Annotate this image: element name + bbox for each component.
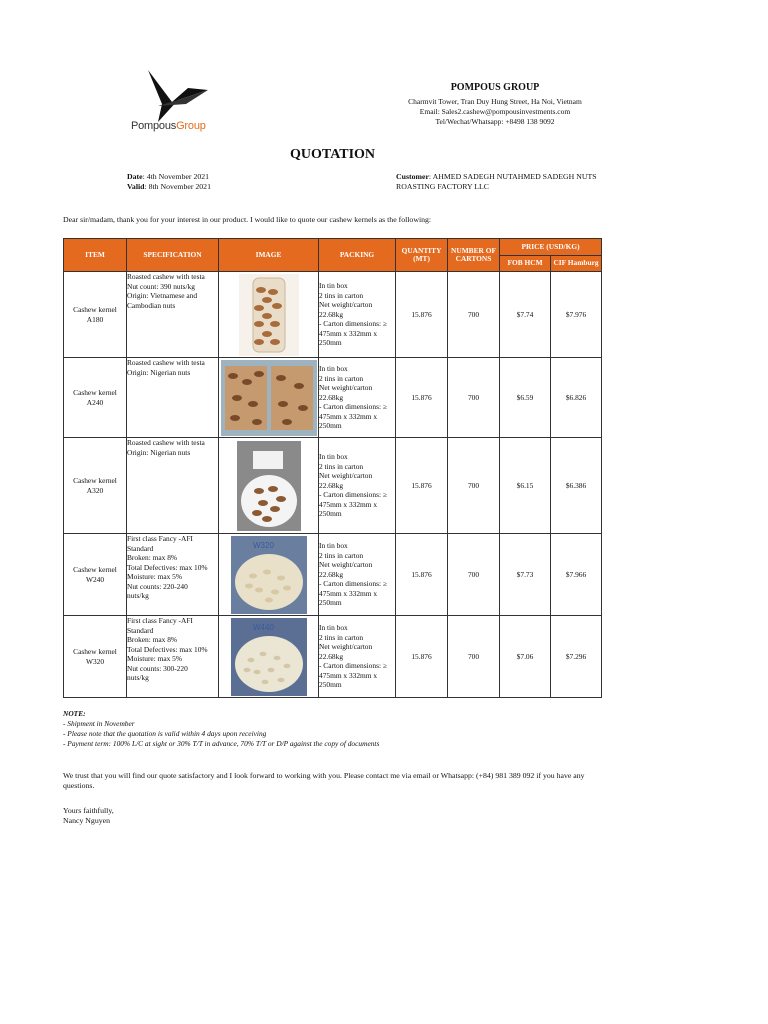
product-photo-a240 bbox=[221, 360, 317, 436]
fob-price-cell: $7.74 bbox=[500, 272, 551, 358]
cartons-cell: 700 bbox=[448, 358, 500, 438]
spec-cell: Roasted cashew with testa Origin: Nigerian nuts bbox=[127, 438, 219, 534]
item-cell: Cashew kernel A240 bbox=[64, 358, 127, 438]
packing-cell: In tin box 2 tins in carton Net weight/carton 22.68kg - Carton dimensions: ≥ 475mm x 332mm x 250mm bbox=[319, 358, 396, 438]
svg-text:W320: W320 bbox=[252, 540, 274, 550]
quantity-cell: 15.876 bbox=[396, 438, 448, 534]
product-photo-w320 bbox=[231, 618, 307, 696]
svg-text:W440: W440 bbox=[252, 622, 274, 632]
customer-info: Customer: AHMED SADEGH NUTAHMED SADEGH NUTS ROASTING FACTORY LLC bbox=[396, 172, 597, 191]
packing-cell: In tin box 2 tins in carton Net weight/carton 22.68kg - Carton dimensions: ≥ 475mm x 332mm x 250mm bbox=[319, 272, 396, 358]
packing-cell: In tin box 2 tins in carton Net weight/carton 22.68kg - Carton dimensions: ≥ 475mm x 332mm x 250mm bbox=[319, 438, 396, 534]
table-row bbox=[64, 534, 602, 616]
signature: Yours faithfully, Nancy Nguyen bbox=[63, 806, 114, 825]
cif-price-cell: $7.976 bbox=[551, 272, 602, 358]
cartons-cell: 700 bbox=[448, 438, 500, 534]
fob-price-cell: $7.06 bbox=[500, 616, 551, 698]
header-fob: FOB HCM bbox=[500, 256, 551, 272]
quantity-cell: 15.876 bbox=[396, 616, 448, 698]
header-item: ITEM bbox=[64, 239, 127, 272]
product-image-cell bbox=[219, 272, 319, 358]
note-section bbox=[63, 709, 379, 749]
header-cartons: NUMBER OF CARTONS bbox=[448, 239, 500, 272]
intro-text: Dear sir/madam, thank you for your interest in our product. I would like to quote our cashew kernels as the following: bbox=[63, 215, 432, 224]
spec-cell: Roasted cashew with testa Origin: Nigerian nuts bbox=[127, 358, 219, 438]
quotation-table bbox=[63, 238, 602, 698]
table-row bbox=[64, 616, 602, 698]
product-image-cell bbox=[219, 534, 319, 616]
note-line: - Payment term: 100% L/C at sight or 30% T/T in advance, 70% T/T or D/P against the copy of documents bbox=[63, 739, 380, 748]
cartons-cell: 700 bbox=[448, 272, 500, 358]
table-row bbox=[64, 358, 602, 438]
product-image-cell bbox=[219, 438, 319, 534]
header-cif: CIF Hamburg bbox=[551, 256, 602, 272]
company-address: Charmvit Tower, Tran Duy Hung Street, Ha Noi, Vietnam bbox=[408, 97, 582, 106]
spec-cell: Roasted cashew with testa Nut count: 390 nuts/kg Origin: Vietnamese and Cambodian nuts bbox=[127, 272, 219, 358]
quote-dates: Date: 4th November 2021 Valid: 8th November 2021 bbox=[127, 172, 211, 191]
packing-cell: In tin box 2 tins in carton Net weight/carton 22.68kg - Carton dimensions: ≥ 475mm x 332mm x 250mm bbox=[319, 534, 396, 616]
header-price: PRICE (USD/KG) bbox=[500, 239, 602, 256]
fob-price-cell: $7.73 bbox=[500, 534, 551, 616]
cif-price-cell: $7.966 bbox=[551, 534, 602, 616]
company-phone: Tel/Wechat/Whatsapp: +8498 138 9092 bbox=[435, 117, 555, 126]
fob-price-cell: $6.59 bbox=[500, 358, 551, 438]
product-photo-a180 bbox=[239, 274, 299, 356]
spec-cell: First class Fancy -AFI Standard Broken: max 8% Total Defectives: max 10% Moisture: max 5% Nut counts: 220-240 nuts/kg bbox=[127, 534, 219, 616]
item-cell: Cashew kernel W240 bbox=[64, 534, 127, 616]
table-row bbox=[64, 272, 602, 358]
product-image-cell bbox=[219, 358, 319, 438]
item-cell: Cashew kernel W320 bbox=[64, 616, 127, 698]
note-line: - Shipment in November bbox=[63, 719, 135, 728]
item-cell: Cashew kernel A180 bbox=[64, 272, 127, 358]
note-line: - Please note that the quotation is valid within 4 days upon receiving bbox=[63, 729, 267, 738]
packing-cell: In tin box 2 tins in carton Net weight/carton 22.68kg - Carton dimensions: ≥ 475mm x 332mm x 250mm bbox=[319, 616, 396, 698]
document-title: QUOTATION bbox=[290, 147, 376, 162]
company-info bbox=[390, 82, 600, 127]
spec-cell: First class Fancy -AFI Standard Broken: max 8% Total Defectives: max 10% Moisture: max 5% Nut counts: 300-220 nuts/kg bbox=[127, 616, 219, 698]
company-email: Email: Sales2.cashew@pompousinvestments.com bbox=[419, 107, 571, 116]
company-name: POMPOUS GROUP bbox=[450, 82, 540, 93]
header-image: IMAGE bbox=[219, 239, 319, 272]
cif-price-cell: $6.386 bbox=[551, 438, 602, 534]
quantity-cell: 15.876 bbox=[396, 358, 448, 438]
cif-price-cell: $7.296 bbox=[551, 616, 602, 698]
item-cell: Cashew kernel A320 bbox=[64, 438, 127, 534]
closing-text: We trust that you will find our quote satisfactory and I look forward to working with you. Please contact me via email or Whatsapp: (+84) 981 389 092 if you have any questions. bbox=[63, 771, 585, 790]
logo-text: PompousGroup bbox=[131, 120, 206, 132]
note-heading: NOTE: bbox=[63, 709, 86, 718]
product-photo-w240 bbox=[231, 536, 307, 614]
cartons-cell: 700 bbox=[448, 616, 500, 698]
header-packing: PACKING bbox=[319, 239, 396, 272]
quantity-cell: 15.876 bbox=[396, 534, 448, 616]
product-photo-a320 bbox=[237, 441, 301, 531]
cartons-cell: 700 bbox=[448, 534, 500, 616]
table-row bbox=[64, 438, 602, 534]
header-quantity: QUANTITY (MT) bbox=[396, 239, 448, 272]
fob-price-cell: $6.15 bbox=[500, 438, 551, 534]
cif-price-cell: $6.826 bbox=[551, 358, 602, 438]
header-spec: SPECIFICATION bbox=[127, 239, 219, 272]
quantity-cell: 15.876 bbox=[396, 272, 448, 358]
product-image-cell bbox=[219, 616, 319, 698]
